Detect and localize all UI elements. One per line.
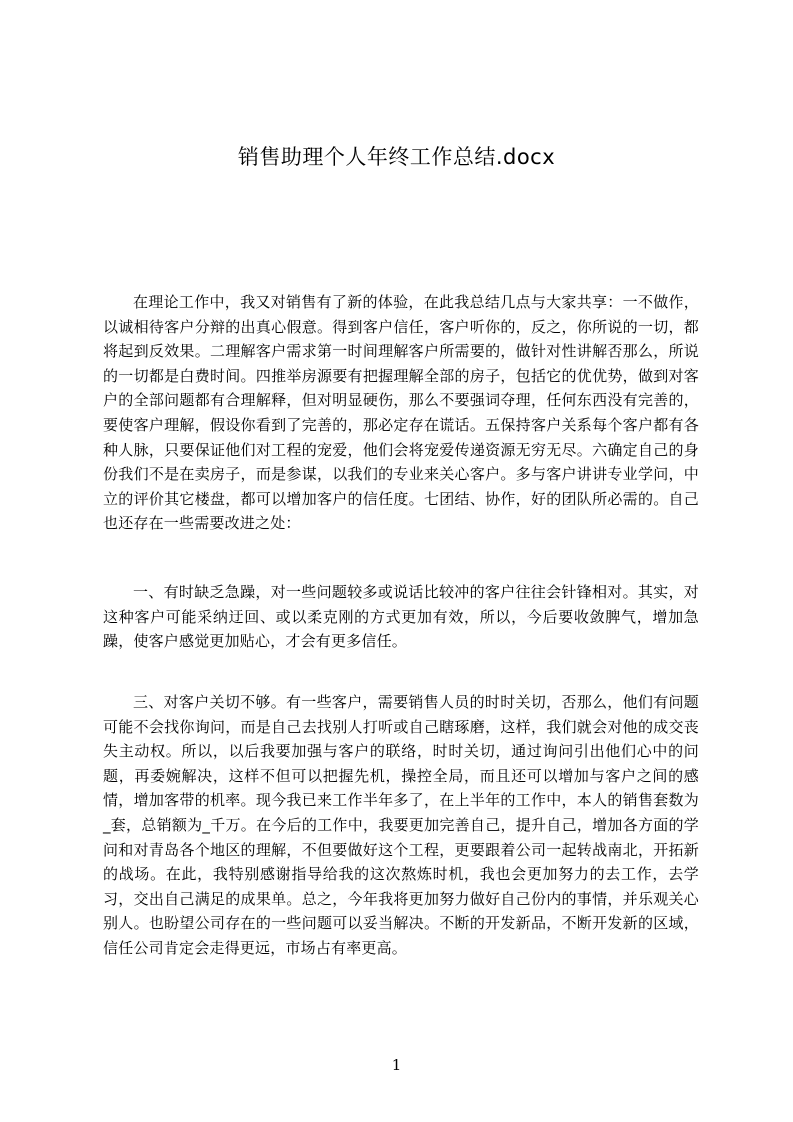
paragraph-improvement-one: 一、有时缺乏急躁，对一些问题较多或说话比较冲的客户往往会针锋相对。其实，对这种客户可能采纳迂回、或以柔克刚的方式更加有效，所以，今后要收敛脾气，增加急躁，使客户感觉更加贴心，才会有更多信任。 (103, 583, 699, 651)
document-title: 销售助理个人年终工作总结.docx (237, 145, 556, 169)
paragraph-improvement-three: 三、对客户关切不够。有一些客户，需要销售人员的时时关切，否那么，他们有问题可能不会找你询问，而是自己去找别人打听或自己瞎琢磨，这样，我们就会对他的成交丧失主动权。所以，以后我要加强与客户的联络，时时关切，通过询问引出他们心中的问题，再委婉解决，这样不但可以把握先机，操控全局，而且还可以增加与客户之间的感情，增加客带的机率。现今我已来工作半年多了，在上半年的工作中，本人的销售套数为_套，总销额为_千万。在今后的工作中，我要更加完善自己，提升自己，增加各方面的学问和对青岛各个地区的理解，不但要做好这个工程，更要跟着公司一起转战南北，开拓新的战场。在此，我特别感谢指导给我的这次熬炼时机，我也会更加努力的去工作，去学习，交出自己满足的成果单。总之，今年我将更加努力做好自己份内的事情，并乐观关心别人。也盼望公司存在的一些问题可以妥当解决。不断的开发新品，不断开发新的区域，信任公司肯定会走得更远，市场占有率更高。 (103, 693, 699, 957)
paragraph-summary-points: 在理论工作中，我又对销售有了新的体验，在此我总结几点与大家共享：一不做作，以诚相待客户分辩的出真心假意。得到客户信任，客户听你的，反之，你所说的一切，都将起到反效果。二理解客户需求第一时间理解客户所需要的，做针对性讲解否那么，所说的一切都是白费时间。四推举房源要有把握理解全部的房子，包括它的优优势，做到对客户的全部问题都有合理解释，但对明显硬伤，那么不要强词夺理，任何东西没有完善的，要使客户理解，假设你看到了完善的，那必定存在谎话。五保持客户关系每个客户都有各种人脉，只要保证他们对工程的宠爱，他们会将宠爱传递资源无穷无尽。六确定自己的身份我们不是在卖房子，而是参谋，以我们的专业来关心客户。多与客户讲讲专业学问，中立的评价其它楼盘，都可以增加客户的信任度。七团结、协作，好的团队所必需的。自己也还存在一些需要改进之处： (103, 293, 699, 533)
page-number: 1 (391, 1056, 402, 1074)
